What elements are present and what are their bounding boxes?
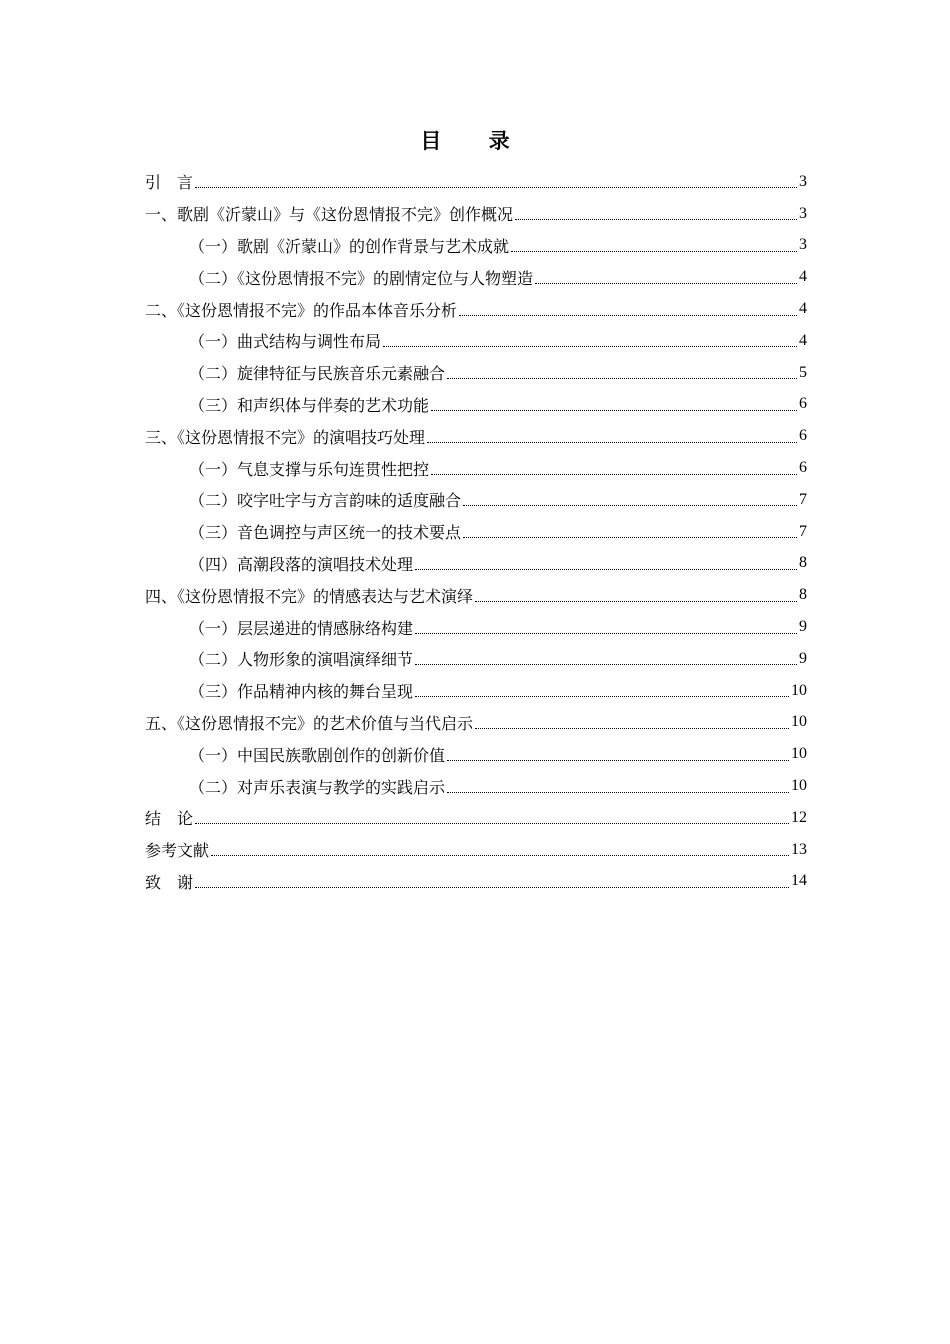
dot-leader [195, 823, 789, 824]
toc-page-number: 6 [799, 395, 807, 413]
dot-leader [195, 187, 797, 188]
toc-subentry[interactable] [145, 611, 807, 643]
toc-subentry[interactable] [145, 484, 807, 516]
toc-page-number: 9 [799, 649, 807, 667]
toc-page-number: 13 [791, 840, 807, 858]
toc-entry-label: 一、歌剧《沂蒙山》与《这份恩情报不完》创作概况 [145, 205, 514, 225]
dot-leader [447, 760, 789, 761]
toc-page-number: 14 [791, 872, 807, 890]
toc-entry[interactable] [145, 866, 807, 898]
toc-entry[interactable] [145, 420, 807, 452]
dot-leader [431, 474, 797, 475]
dot-leader [415, 633, 797, 634]
toc-entry-label: 二、《这份恩情报不完》的作品本体音乐分析 [145, 300, 458, 320]
dot-leader [211, 855, 789, 856]
toc-entry-label: （四）高潮段落的演唱技术处理 [189, 554, 414, 574]
dot-leader [459, 315, 797, 316]
toc-subentry[interactable] [145, 389, 807, 421]
toc-entry-label: 五、《这份恩情报不完》的艺术价值与当代启示 [145, 713, 474, 733]
toc-page-number: 12 [791, 808, 807, 826]
toc-page-number: 10 [791, 681, 807, 699]
toc-subentry[interactable] [145, 770, 807, 802]
table-of-contents [145, 166, 807, 897]
toc-subentry[interactable] [145, 643, 807, 675]
toc-entry-label: 结 论 [145, 809, 194, 829]
toc-entry-label: （一）曲式结构与调性布局 [189, 332, 382, 352]
toc-title: 目 录 [420, 129, 530, 153]
toc-page-number: 10 [791, 777, 807, 795]
toc-entry[interactable] [145, 707, 807, 739]
toc-subentry[interactable] [145, 230, 807, 262]
dot-leader [415, 696, 789, 697]
dot-leader [415, 569, 797, 570]
dot-leader [475, 601, 797, 602]
toc-entry-label: （二）《这份恩情报不完》的剧情定位与人物塑造 [189, 268, 534, 288]
toc-subentry[interactable] [145, 738, 807, 770]
toc-entry-label: （三）和声织体与伴奏的艺术功能 [189, 395, 430, 415]
toc-page-number: 4 [799, 268, 807, 286]
toc-entry-label: 三、《这份恩情报不完》的演唱技巧处理 [145, 427, 426, 447]
toc-entry[interactable] [145, 198, 807, 230]
toc-entry-label: 参考文献 [145, 841, 210, 861]
toc-entry[interactable] [145, 802, 807, 834]
toc-subentry[interactable] [145, 675, 807, 707]
toc-subentry[interactable] [145, 516, 807, 548]
toc-page-number: 8 [799, 586, 807, 604]
toc-page-number: 9 [799, 618, 807, 636]
toc-page-number: 8 [799, 554, 807, 572]
toc-subentry[interactable] [145, 325, 807, 357]
dot-leader [427, 442, 797, 443]
toc-entry-label: （三）作品精神内核的舞台呈现 [189, 682, 414, 702]
toc-entry-label: （二）人物形象的演唱演绎细节 [189, 650, 414, 670]
toc-page-number: 10 [791, 713, 807, 731]
toc-subentry[interactable] [145, 548, 807, 580]
toc-entry-label: （一）中国民族歌剧创作的创新价值 [189, 745, 446, 765]
toc-entry-label: （一）歌剧《沂蒙山》的创作背景与艺术成就 [189, 236, 510, 256]
dot-leader [415, 664, 797, 665]
dot-leader [535, 283, 797, 284]
dot-leader [447, 378, 797, 379]
toc-page-number: 7 [799, 490, 807, 508]
toc-entry-label: （三）音色调控与声区统一的技术要点 [189, 523, 462, 543]
toc-page-number: 6 [799, 459, 807, 477]
toc-entry-label: （一）层层递进的情感脉络构建 [189, 618, 414, 638]
toc-entry-label: （二）咬字吐字与方言韵味的适度融合 [189, 491, 462, 511]
dot-leader [447, 792, 789, 793]
toc-entry-label: （二）对声乐表演与教学的实践启示 [189, 777, 446, 797]
toc-subentry[interactable] [145, 452, 807, 484]
toc-page-number: 3 [799, 236, 807, 254]
dot-leader [475, 728, 789, 729]
toc-entry-label: 致 谢 [145, 872, 194, 892]
toc-entry-label: （二）旋律特征与民族音乐元素融合 [189, 364, 446, 384]
dot-leader [463, 537, 797, 538]
dot-leader [515, 219, 797, 220]
toc-entry[interactable] [145, 834, 807, 866]
dot-leader [463, 505, 797, 506]
toc-entry[interactable] [145, 579, 807, 611]
toc-page-number: 6 [799, 427, 807, 445]
toc-entry-label: 引 言 [145, 173, 194, 193]
toc-page-number: 3 [799, 204, 807, 222]
toc-entry[interactable] [145, 293, 807, 325]
toc-page-number: 7 [799, 522, 807, 540]
dot-leader [383, 346, 797, 347]
toc-page-number: 4 [799, 300, 807, 318]
toc-entry-label: 四、《这份恩情报不完》的情感表达与艺术演绎 [145, 586, 474, 606]
dot-leader [511, 251, 797, 252]
dot-leader [431, 410, 797, 411]
toc-page-number: 5 [799, 363, 807, 381]
toc-subentry[interactable] [145, 261, 807, 293]
toc-entry-label: （一）气息支撑与乐句连贯性把控 [189, 459, 430, 479]
toc-entry[interactable] [145, 166, 807, 198]
dot-leader [195, 887, 789, 888]
toc-page-number: 4 [799, 331, 807, 349]
toc-page-number: 10 [791, 745, 807, 763]
toc-subentry[interactable] [145, 357, 807, 389]
toc-page-number: 3 [799, 172, 807, 190]
